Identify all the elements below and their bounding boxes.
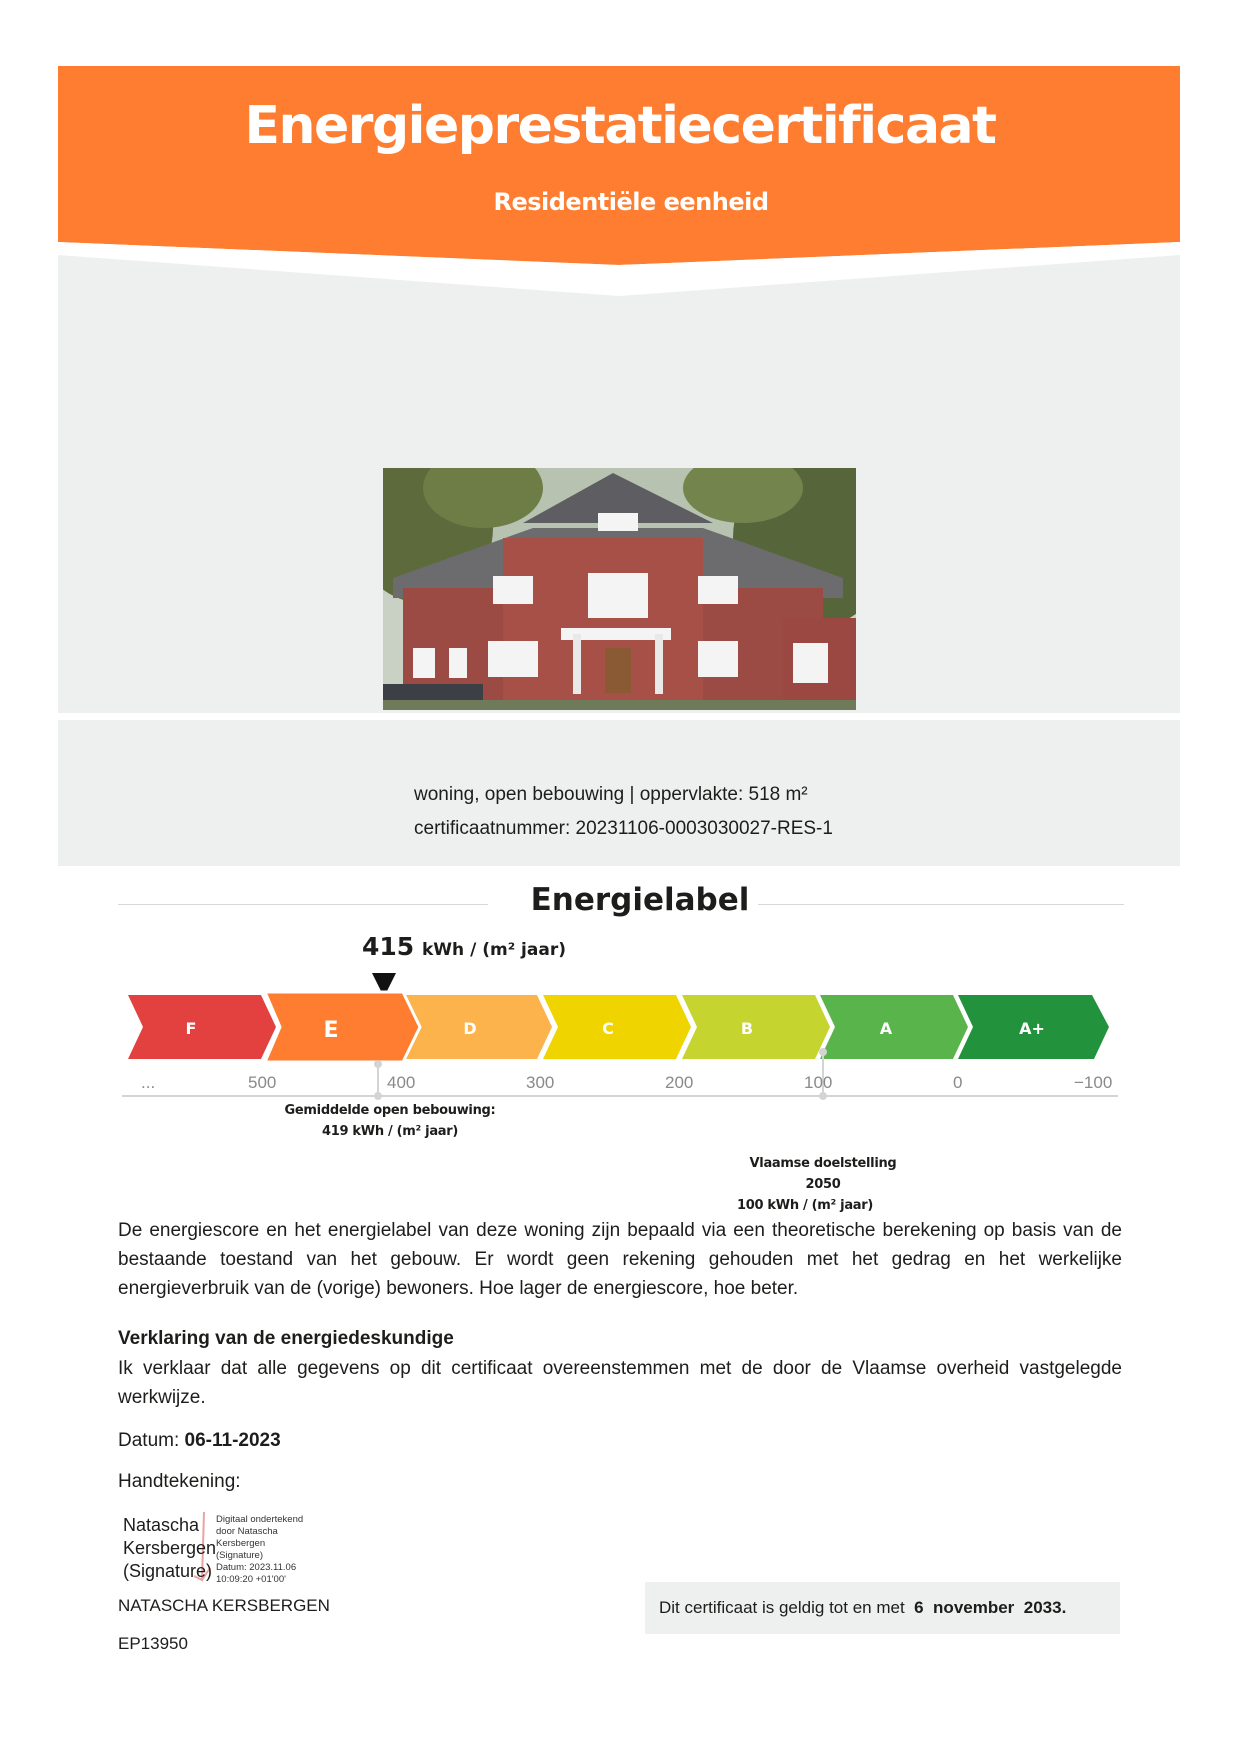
tick-400: 400 (387, 1073, 416, 1092)
energielabel-title: Energielabel (530, 882, 750, 918)
digital-signature-line: door Natascha (216, 1526, 278, 1537)
target-note-title: Vlaamse doelstelling 2050 (749, 1156, 897, 1192)
target-note-value: 100 kWh / (m² jaar) (736, 1198, 874, 1213)
signature-name-3: (Signature) (123, 1561, 213, 1581)
label-text-a: A (879, 1019, 893, 1038)
label-arrow-d (404, 995, 552, 1059)
signature-name-2: Kersbergen (123, 1538, 217, 1558)
tick-0: 0 (953, 1073, 963, 1092)
label-arrow-b (682, 995, 830, 1059)
label-text-b: B (740, 1019, 754, 1038)
average-note-title: Gemiddelde open bebouwing: (284, 1103, 496, 1118)
tick-minus-100: −100 (1074, 1073, 1113, 1092)
document-subtitle: Residentiële eenheid (493, 188, 769, 216)
explanation-paragraph: De energiescore en het energielabel van deze woning zijn bepaald via een theoretische berekening op basis van de bestaande toestand van het gebouw. Er wordt geen rekening gehouden met het gedrag en het werkelijke energieverbruik van de (vorige) bewoners. Hoe lager de energiescore, hoe beter. (118, 1220, 1122, 1299)
energy-label-scale (0, 990, 1240, 1110)
average-marker-top (374, 1060, 382, 1068)
average-marker-bottom (374, 1092, 382, 1100)
digital-signature-line: (Signature) (216, 1550, 263, 1561)
digital-signature-line: Kersbergen (216, 1538, 266, 1549)
tick-300: 300 (526, 1073, 555, 1092)
declaration-text: Ik verklaar dat alle gegevens op dit certificaat overeenstemmen met de door de Vlaamse overheid vastgelegde werkwijze. (118, 1358, 1122, 1408)
label-arrow-f (128, 995, 276, 1059)
target-marker-top (819, 1048, 827, 1056)
property-description: woning, open bebouwing | oppervlakte: 518 m² (414, 784, 808, 805)
validity-month: november (933, 1598, 1015, 1617)
certificate-number: certificaatnummer: 20231106-0003030027-RES-1 (414, 818, 833, 839)
label-arrow-a-plus (958, 995, 1109, 1059)
expert-id: EP13950 (118, 1634, 188, 1653)
target-note (733, 1153, 913, 1216)
title-rule-right (758, 904, 1124, 905)
validity-text (659, 1598, 1066, 1618)
tick-200: 200 (665, 1073, 694, 1092)
energy-score-unit: kWh / (m² jaar) (422, 940, 566, 960)
label-text-c: C (602, 1019, 614, 1038)
average-note (278, 1100, 502, 1142)
expert-name: NATASCHA KERSBERGEN (118, 1596, 330, 1615)
date-label: Datum: (118, 1430, 180, 1451)
label-text-f: F (185, 1019, 197, 1038)
average-note-value: 419 kWh / (m² jaar) (321, 1124, 459, 1139)
tick-100: 100 (804, 1073, 833, 1092)
tick-500: 500 (248, 1073, 277, 1092)
target-marker-bottom (819, 1092, 827, 1100)
signature-label: Handtekening: (118, 1471, 241, 1492)
label-text-d: D (463, 1019, 477, 1038)
label-arrow-e-current (265, 992, 420, 1062)
label-arrow-c (543, 995, 691, 1059)
energy-score: 415 (362, 932, 415, 961)
document-title: Energieprestatiecertificaat (244, 96, 996, 156)
date-line (118, 1430, 281, 1452)
label-arrow-a (820, 995, 968, 1059)
date-value: 06-11-2023 (184, 1430, 281, 1451)
signature-name-1: Natascha (123, 1515, 200, 1535)
validity-prefix: Dit certificaat is geldig tot en met (659, 1598, 905, 1617)
house-photo (383, 468, 856, 710)
digital-signature-info (216, 1514, 303, 1586)
declaration-heading: Verklaring van de energiedeskundige (118, 1328, 454, 1349)
digital-signature-line: Datum: 2023.11.06 (216, 1562, 297, 1573)
label-text-e: E (323, 1018, 339, 1043)
validity-day: 6 (914, 1598, 924, 1617)
digital-signature-line: 10:09:20 +01'00' (216, 1574, 286, 1585)
label-text-a-plus: A+ (1019, 1019, 1045, 1038)
validity-year: 2033. (1023, 1598, 1067, 1617)
tick-ellipsis: ... (141, 1073, 156, 1092)
title-rule-left (118, 904, 488, 905)
digital-signature-line: Digitaal ondertekend (216, 1514, 304, 1525)
